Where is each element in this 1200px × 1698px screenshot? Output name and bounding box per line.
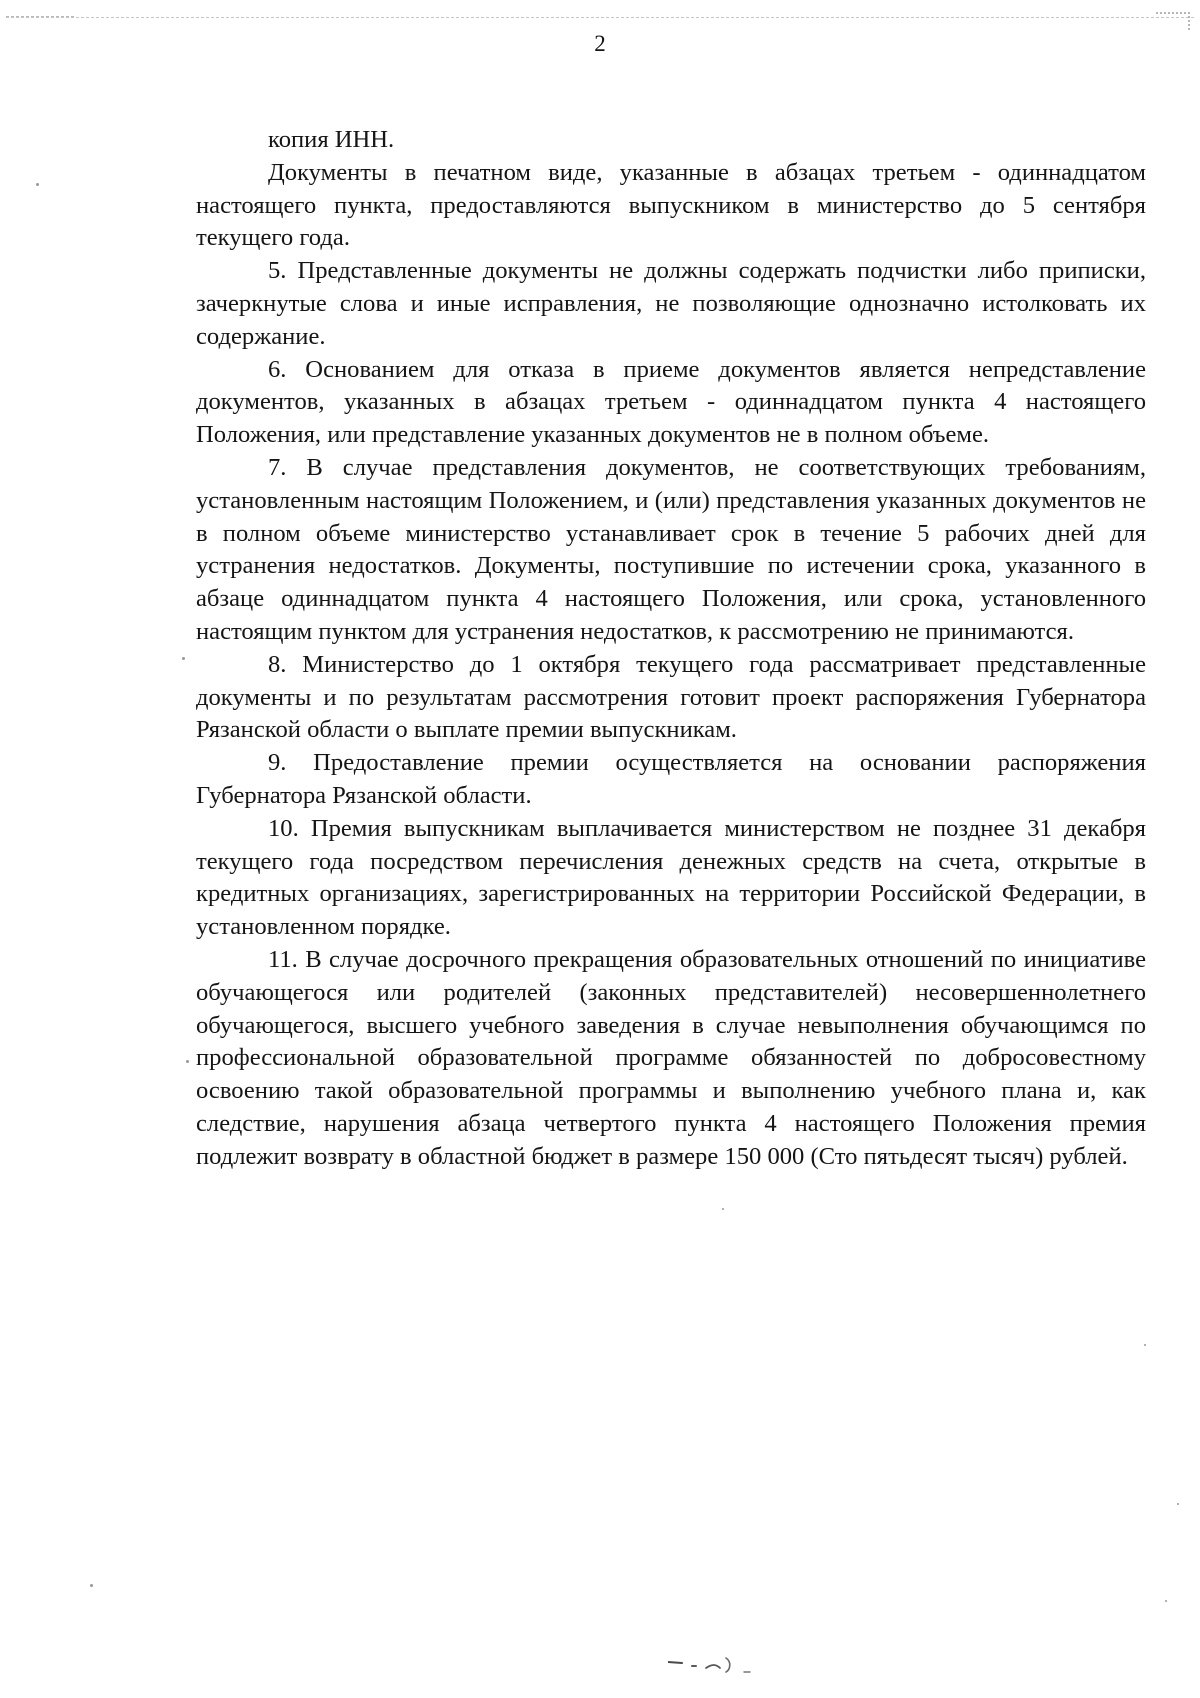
scan-speck (1177, 1503, 1179, 1505)
paragraph-item-10: 10. Премия выпускникам выплачивается министерством не позднее 31 декабря текущего года посредством перечисления денежных средств на счета, открытые в кредитных организациях, зарегистрированных на территории Российской Федерации, в установленном порядке. (196, 814, 1146, 941)
paragraph-item-9: 9. Предоставление премии осуществляется на основании распоряжения Губернатора Рязанской области. (196, 749, 1146, 809)
paragraph-print-documents: Документы в печатном виде, указанные в абзацах третьем - одиннадцатом настоящего пункта, предоставляются выпускником в министерство до 5 сентября текущего года. (196, 158, 1146, 252)
paragraph-item-11: 11. В случае досрочного прекращения образовательных отношений по инициативе обучающегося или родителей (законных представителей) несовершеннолетнего обучающегося, высшего учебного заведения в случае невыполнения обучающимся по профессиональной образовательной программе обязанностей по добросовестному освоению такой образовательной программы и выполнению учебного плана и, как следствие, нарушения абзаца четвертого пункта 4 настоящего Положения премия подлежит возврату в областной бюджет в размере 150 000 (Сто пятьдесят тысяч) рублей. (196, 945, 1146, 1170)
paragraph-item-7: 7. В случае представления документов, не соответствующих требованиям, установленным настоящим Положением, и (или) представления указанных документов не в полном объеме министерство устанавливает срок в течение 5 рабочих дней для устранения недостатков. Документы, поступившие по истечении срока, указанного в абзаце одиннадцатом пункта 4 настоящего Положения, или срока, установленного настоящим пунктом для устранения недостатков, к рассмотрению не принимаются. (196, 453, 1146, 645)
scan-speck (186, 1060, 189, 1063)
scan-speck (1165, 1600, 1167, 1602)
scan-speck (90, 1584, 93, 1587)
scan-ink-marks (668, 1652, 788, 1676)
scan-speck (182, 657, 185, 660)
scan-speck (722, 1208, 724, 1210)
paragraph-item-6: 6. Основанием для отказа в приеме документов является непредставление документов, указанных в абзацах третьем - одиннадцатом пункта 4 настоящего Положения, или представление указанных документов не в полном объеме. (196, 355, 1146, 449)
scan-edge-line (6, 17, 1194, 18)
paragraph-inn-copy: копия ИНН. (268, 126, 395, 153)
paragraph-item-8: 8. Министерство до 1 октября текущего года рассматривает представленные документы и по результатам рассмотрения готовит проект распоряжения Губернатора Рязанской области о выплате премии выпускникам. (196, 650, 1146, 744)
scan-corner-mark (1156, 12, 1190, 30)
page-number: 2 (594, 31, 606, 56)
document-body (196, 124, 1146, 1174)
paragraph-item-5: 5. Представленные документы не должны содержать подчистки либо приписки, зачеркнутые слова и иные исправления, не позволяющие однозначно истолковать их содержание. (196, 257, 1146, 350)
scan-speck (36, 183, 39, 186)
scan-speck (1144, 1344, 1146, 1346)
